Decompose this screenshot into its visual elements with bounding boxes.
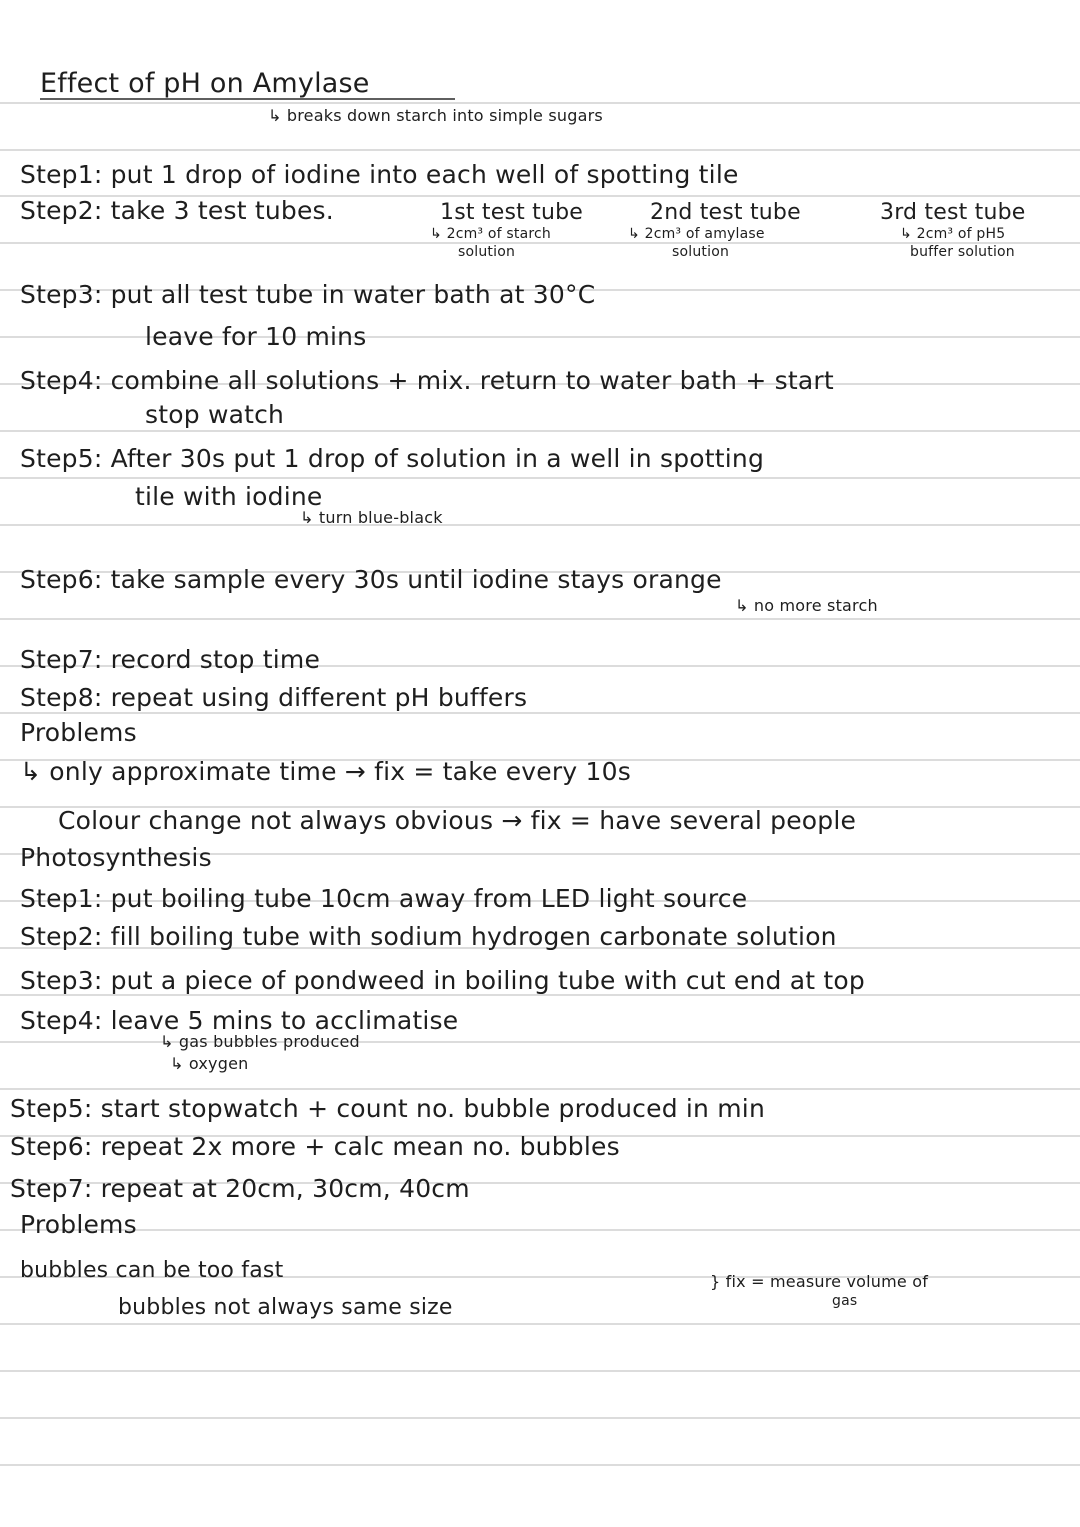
tube1-note-cont: solution (458, 244, 516, 260)
photo-step4-note-cont: ↳ oxygen (170, 1054, 249, 1073)
tube1-note: ↳ 2cm³ of starch (430, 226, 552, 242)
tube2-label: 2nd test tube (650, 200, 801, 225)
photo-step5: Step5: start stopwatch + count no. bubble produced in min (10, 1094, 765, 1123)
photo-step4-note: ↳ gas bubbles produced (160, 1032, 360, 1051)
amylase-step5-note: ↳ turn blue-black (300, 508, 443, 527)
photo-step7: Step7: repeat at 20cm, 30cm, 40cm (10, 1174, 470, 1203)
tube3-note-cont: buffer solution (910, 244, 1015, 260)
amylase-step5-cont: tile with iodine (135, 482, 323, 511)
tube2-note: ↳ 2cm³ of amylase (628, 226, 765, 242)
photo-step2: Step2: fill boiling tube with sodium hydrogen carbonate solution (20, 922, 837, 951)
amylase-step8: Step8: repeat using different pH buffers (20, 683, 528, 712)
photo-step4: Step4: leave 5 mins to acclimatise (20, 1006, 459, 1035)
photo-step1: Step1: put boiling tube 10cm away from LED light source (20, 884, 748, 913)
photosynthesis-heading: Photosynthesis (20, 843, 212, 872)
page-title: Effect of pH on Amylase (40, 68, 370, 99)
photo-step3: Step3: put a piece of pondweed in boiling tube with cut end at top (20, 966, 865, 995)
amylase-step3: Step3: put all test tube in water bath at 30°C (20, 280, 596, 309)
photo-fix-cont: gas (832, 1293, 858, 1309)
amylase-step6: Step6: take sample every 30s until iodine stays orange (20, 565, 722, 594)
photo-fix: } fix = measure volume of (710, 1272, 929, 1291)
tube3-note: ↳ 2cm³ of pH5 (900, 226, 1006, 242)
amylase-step5: Step5: After 30s put 1 drop of solution in a well in spotting (20, 444, 765, 473)
title-note: ↳ breaks down starch into simple sugars (268, 106, 603, 125)
amylase-step3-cont: leave for 10 mins (145, 322, 367, 351)
amylase-problem1: ↳ only approximate time → fix = take every 10s (20, 757, 631, 786)
amylase-step4: Step4: combine all solutions + mix. return to water bath + start (20, 366, 834, 395)
amylase-step4-cont: stop watch (145, 400, 285, 429)
amylase-problems-heading: Problems (20, 718, 137, 747)
photo-problem2: bubbles not always same size (118, 1295, 453, 1320)
tube3-label: 3rd test tube (880, 200, 1026, 225)
amylase-step2: Step2: take 3 test tubes. (20, 196, 334, 225)
photo-problems-heading: Problems (20, 1210, 137, 1239)
amylase-problem2: Colour change not always obvious → fix = have several people (58, 806, 857, 835)
photo-step6: Step6: repeat 2x more + calc mean no. bubbles (10, 1132, 620, 1161)
amylase-step7: Step7: record stop time (20, 645, 321, 674)
amylase-step6-note: ↳ no more starch (735, 596, 878, 615)
photo-problem1: bubbles can be too fast (20, 1258, 284, 1283)
amylase-step1: Step1: put 1 drop of iodine into each well of spotting tile (20, 160, 739, 189)
tube2-note-cont: solution (672, 244, 730, 260)
tube1-label: 1st test tube (440, 200, 583, 225)
